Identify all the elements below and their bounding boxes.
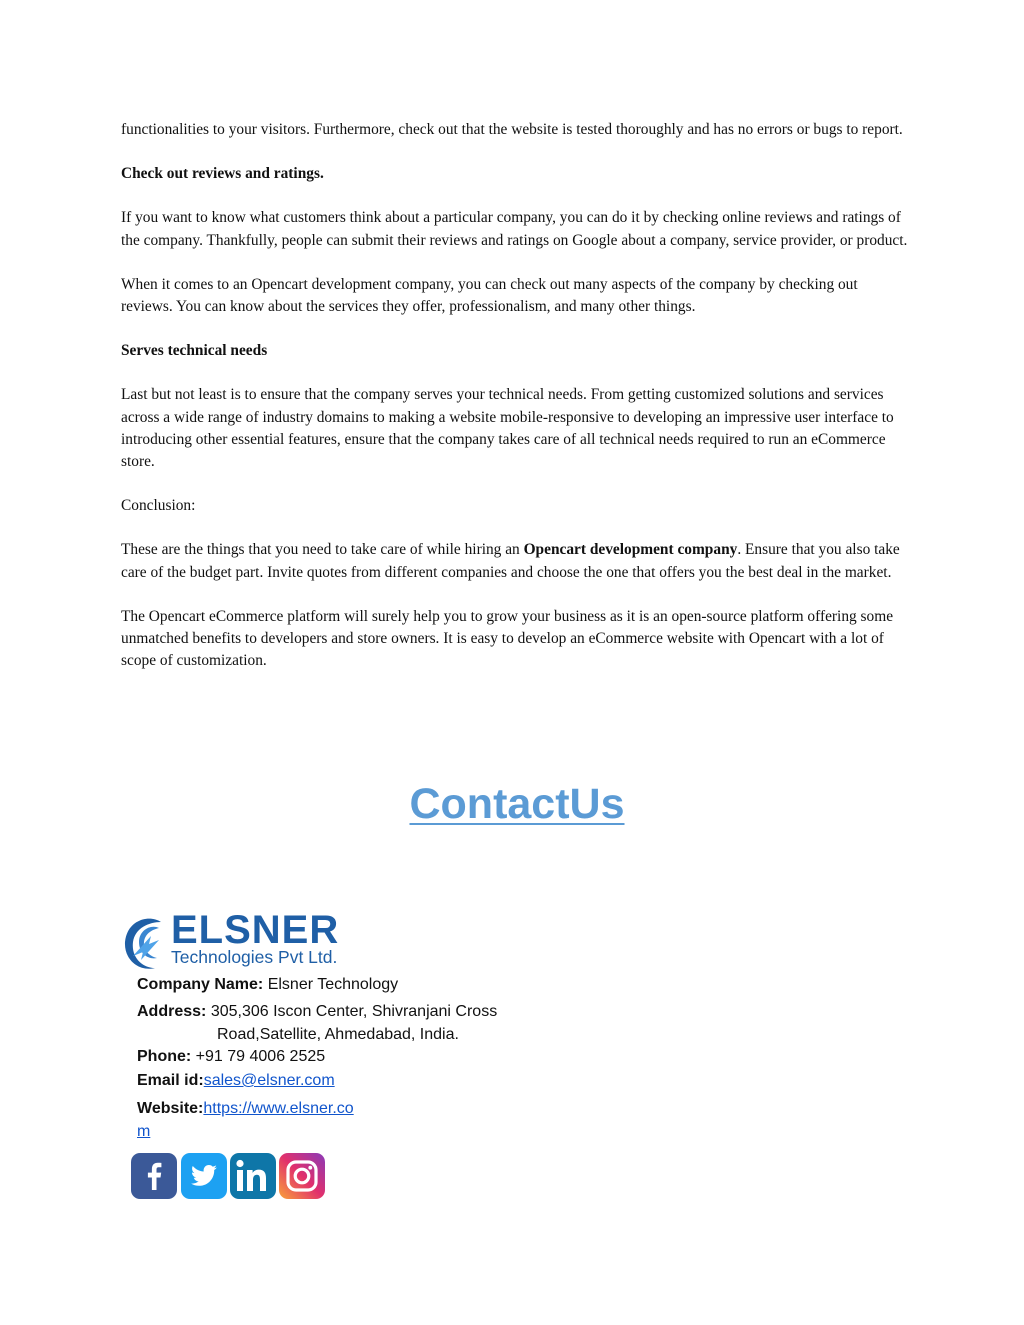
contact-us-link[interactable]: ContactUs xyxy=(409,780,625,828)
article-body xyxy=(121,119,911,694)
paragraph: Last but not least is to ensure that the company serves your technical needs. From getting customized solutions and services across a wide range of industry domains to making a website mobile-responsive to developing an impressive user interface to introducing other essential features, ensure that the company takes care of all technical needs required to run an eCommerce store. xyxy=(121,386,894,471)
facebook-icon[interactable] xyxy=(131,1153,177,1199)
instagram-icon[interactable] xyxy=(279,1153,325,1199)
paragraph: functionalities to your visitors. Furthermore, check out that the website is tested thoroughly and has no errors or bugs to report. xyxy=(121,121,903,138)
linkedin-icon[interactable] xyxy=(230,1153,276,1199)
logo-tagline: Technologies Pvt Ltd. xyxy=(171,947,338,967)
website-row: Website:https://www.elsner.co xyxy=(137,1100,354,1117)
paragraph: If you want to know what customers think about a particular company, you can do it by checking online reviews and ratings of the company. Thankfully, people can submit their reviews and ratings on Google about a company, service provider, or product. xyxy=(121,209,908,249)
section-heading: Check out reviews and ratings. xyxy=(121,165,324,183)
paragraph: When it comes to an Opencart development company, you can check out many aspects of the company by checking out reviews. You can know about the services they offer, professionalism, and many other things. xyxy=(121,275,858,316)
website-link[interactable]: https://www.elsner.co xyxy=(203,1100,354,1117)
company-logo xyxy=(121,908,341,974)
address-row: Address: 305,306 Iscon Center, Shivranjani Cross xyxy=(137,1003,498,1020)
conclusion-paragraph: These are the things that you need to take care of while hiring an Opencart development company. Ensure that you also take care of the budget part. Invite quotes from different companies and choose the one that offers you the best deal in the market. xyxy=(121,541,900,581)
phone-row: Phone: +91 79 4006 2525 xyxy=(137,1048,326,1065)
address-line-2: Road,Satellite, Ahmedabad, India. xyxy=(217,1026,459,1043)
logo-emblem-icon xyxy=(121,910,171,974)
email-row: Email id:sales@elsner.com xyxy=(137,1072,335,1089)
section-heading: Serves technical needs xyxy=(121,342,268,360)
website-row-continued xyxy=(137,1121,150,1143)
company-name-row: Company Name: Elsner Technology xyxy=(137,976,399,993)
paragraph: The Opencart eCommerce platform will surely help you to grow your business as it is an open-source platform offering some unmatched benefits to developers and store owners. It is easy to develop an eCommerce website with Opencart with a lot of scope of customization. xyxy=(121,607,894,670)
paragraph: Conclusion: xyxy=(121,497,196,515)
twitter-icon[interactable] xyxy=(181,1153,227,1199)
website-link-continued[interactable]: m xyxy=(137,1123,151,1140)
logo-wordmark: ELSNER xyxy=(171,908,340,952)
email-link[interactable]: sales@elsner.com xyxy=(203,1072,335,1089)
bold-keyword: Opencart development company xyxy=(523,541,738,559)
